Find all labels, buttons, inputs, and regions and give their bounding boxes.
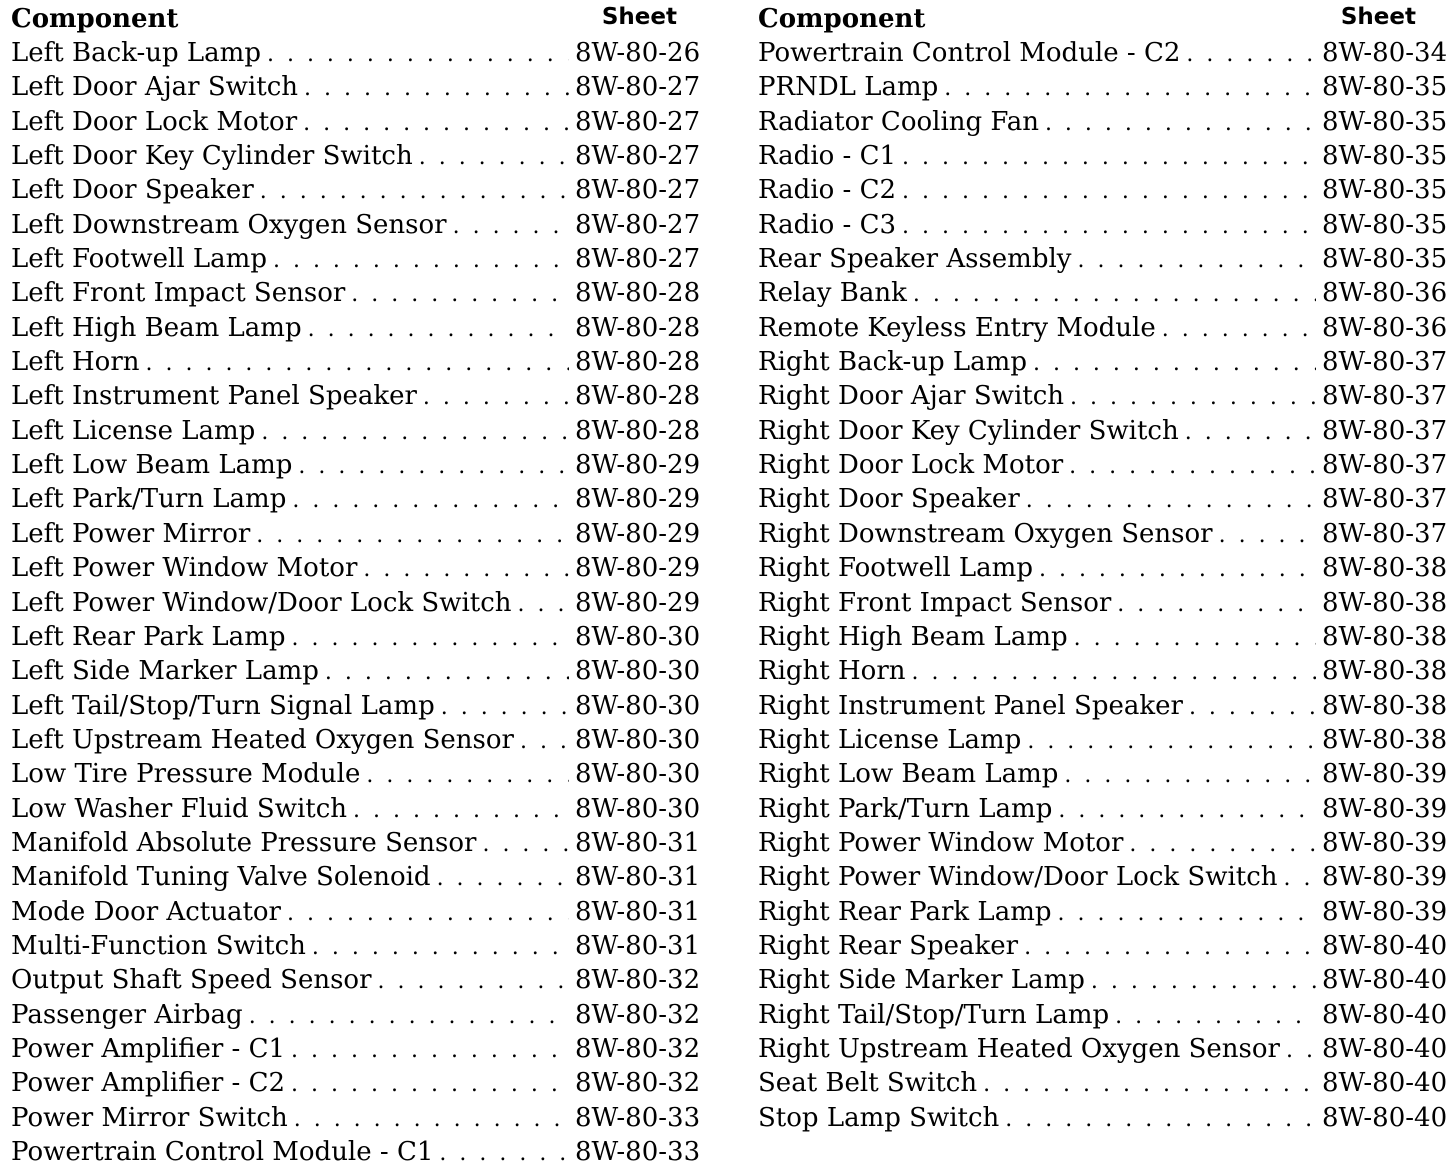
component-name: Low Tire Pressure Module — [11, 759, 361, 790]
component-name: Right Side Marker Lamp — [758, 965, 1085, 996]
dot-leader — [1005, 1103, 1316, 1137]
index-row — [758, 1066, 1448, 1100]
index-row — [11, 345, 701, 379]
index-entries — [758, 36, 1448, 1135]
sheet-number: 8W-80-35 — [1322, 175, 1448, 206]
index-row — [758, 482, 1448, 516]
sheet-number: 8W-80-37 — [1322, 518, 1448, 549]
sheet-number: 8W-80-36 — [1322, 278, 1448, 309]
component-name: Right Horn — [758, 656, 906, 687]
sheet-number: 8W-80-37 — [1322, 415, 1448, 446]
component-name: Left High Beam Lamp — [11, 312, 302, 343]
sheet-number: 8W-80-38 — [1322, 621, 1448, 652]
component-name: Right Power Window Motor — [758, 827, 1124, 858]
component-header: Component — [758, 4, 926, 34]
component-name: Left Side Marker Lamp — [11, 656, 319, 687]
dot-leader — [520, 725, 569, 759]
dot-leader — [1219, 519, 1316, 553]
sheet-number: 8W-80-32 — [575, 999, 701, 1030]
index-row — [758, 311, 1448, 345]
dot-leader — [437, 862, 569, 896]
component-name: Right Instrument Panel Speaker — [758, 690, 1183, 721]
dot-leader — [1045, 107, 1316, 141]
dot-leader — [1117, 588, 1316, 622]
component-name: Left Back-up Lamp — [11, 38, 261, 68]
sheet-number: 8W-80-28 — [575, 381, 701, 412]
component-name: Right Door Ajar Switch — [758, 381, 1065, 412]
column-header — [11, 0, 697, 36]
sheet-number: 8W-80-31 — [575, 862, 701, 893]
component-name: Right Rear Park Lamp — [758, 896, 1052, 927]
component-name: Left Park/Turn Lamp — [11, 484, 287, 515]
component-name: Right Door Lock Motor — [758, 450, 1064, 481]
index-row — [11, 276, 701, 310]
dot-leader — [1039, 553, 1316, 587]
component-name: Output Shaft Speed Sensor — [11, 965, 372, 996]
sheet-number: 8W-80-33 — [575, 1137, 701, 1167]
sheet-number: 8W-80-29 — [575, 450, 701, 481]
component-name: Manifold Absolute Pressure Sensor — [11, 827, 477, 858]
index-row — [758, 242, 1448, 276]
component-name: Low Washer Fluid Switch — [11, 793, 348, 824]
component-name: Left Tail/Stop/Turn Signal Lamp — [11, 690, 435, 721]
index-row — [758, 826, 1448, 860]
component-name: Remote Keyless Entry Module — [758, 312, 1156, 343]
index-row — [11, 242, 701, 276]
component-name: Left Front Impact Sensor — [11, 278, 346, 309]
index-row — [758, 792, 1448, 826]
component-name: Powertrain Control Module - C2 — [758, 38, 1181, 68]
component-name: Multi-Function Switch — [11, 930, 306, 961]
dot-leader — [419, 141, 569, 175]
index-row — [758, 208, 1448, 242]
component-name: Left Power Window Motor — [11, 553, 358, 584]
component-name: Powertrain Control Module - C1 — [11, 1137, 434, 1167]
index-row — [758, 1032, 1448, 1066]
index-row — [11, 689, 701, 723]
component-name: Relay Bank — [758, 278, 907, 309]
sheet-number: 8W-80-37 — [1322, 381, 1448, 412]
component-name: Power Amplifier - C1 — [11, 1033, 286, 1064]
component-name: Power Amplifier - C2 — [11, 1068, 286, 1099]
dot-leader — [325, 656, 569, 690]
sheet-number: 8W-80-39 — [1322, 759, 1448, 790]
dot-leader — [912, 656, 1317, 690]
dot-leader — [1185, 416, 1316, 450]
sheet-number: 8W-80-34 — [1322, 38, 1448, 68]
index-row — [11, 551, 701, 585]
index-row — [758, 1101, 1448, 1135]
sheet-number: 8W-80-27 — [575, 209, 701, 240]
component-name: Left Instrument Panel Speaker — [11, 381, 417, 412]
sheet-number: 8W-80-35 — [1322, 72, 1448, 103]
index-row — [758, 586, 1448, 620]
component-name: Radio - C1 — [758, 141, 897, 172]
sheet-number: 8W-80-30 — [575, 621, 701, 652]
component-name: Radio - C3 — [758, 209, 897, 240]
index-row — [11, 826, 701, 860]
sheet-number: 8W-80-40 — [1322, 1033, 1448, 1064]
sheet-header: Sheet — [601, 4, 677, 30]
sheet-number: 8W-80-35 — [1322, 209, 1448, 240]
sheet-number: 8W-80-31 — [575, 827, 701, 858]
index-row — [758, 998, 1448, 1032]
index-row — [758, 36, 1448, 70]
dot-leader — [1284, 862, 1316, 896]
index-row — [758, 963, 1448, 997]
sheet-number: 8W-80-40 — [1322, 1068, 1448, 1099]
dot-leader — [363, 553, 569, 587]
index-row — [11, 792, 701, 826]
dot-leader — [298, 450, 569, 484]
index-row — [11, 414, 701, 448]
index-row — [758, 276, 1448, 310]
index-row — [11, 517, 701, 551]
sheet-number: 8W-80-30 — [575, 656, 701, 687]
index-row — [11, 860, 701, 894]
sheet-number: 8W-80-35 — [1322, 244, 1448, 275]
index-row — [758, 689, 1448, 723]
index-row — [758, 70, 1448, 104]
sheet-number: 8W-80-32 — [575, 965, 701, 996]
sheet-number: 8W-80-29 — [575, 553, 701, 584]
index-row — [11, 895, 701, 929]
component-name: Power Mirror Switch — [11, 1102, 288, 1133]
component-name: Left Door Ajar Switch — [11, 72, 299, 103]
dot-leader — [1286, 1034, 1316, 1068]
sheet-number: 8W-80-38 — [1322, 587, 1448, 618]
sheet-number: 8W-80-40 — [1322, 999, 1448, 1030]
sheet-number: 8W-80-30 — [575, 793, 701, 824]
component-name: Rear Speaker Assembly — [758, 244, 1072, 275]
component-name: Right Downstream Oxygen Sensor — [758, 518, 1213, 549]
sheet-header: Sheet — [1340, 4, 1416, 30]
dot-leader — [1078, 244, 1317, 278]
dot-leader — [902, 175, 1316, 209]
sheet-number: 8W-80-35 — [1322, 106, 1448, 137]
sheet-number: 8W-80-29 — [575, 484, 701, 515]
component-name: Right Door Key Cylinder Switch — [758, 415, 1179, 446]
index-row — [758, 517, 1448, 551]
component-name: Stop Lamp Switch — [758, 1102, 1000, 1133]
dot-leader — [351, 278, 569, 312]
component-name: Left Downstream Oxygen Sensor — [11, 209, 447, 240]
dot-leader — [304, 72, 569, 106]
sheet-number: 8W-80-31 — [575, 896, 701, 927]
sheet-number: 8W-80-29 — [575, 518, 701, 549]
dot-leader — [260, 175, 569, 209]
sheet-number: 8W-80-38 — [1322, 553, 1448, 584]
component-name: Right Front Impact Sensor — [758, 587, 1112, 618]
component-name: Mode Door Actuator — [11, 896, 281, 927]
sheet-number: 8W-80-30 — [575, 690, 701, 721]
index-row — [758, 105, 1448, 139]
sheet-number: 8W-80-38 — [1322, 690, 1448, 721]
dot-leader — [518, 588, 569, 622]
sheet-number: 8W-80-39 — [1322, 896, 1448, 927]
sheet-number: 8W-80-40 — [1322, 965, 1448, 996]
component-name: PRNDL Lamp — [758, 72, 939, 103]
component-name: Right High Beam Lamp — [758, 621, 1068, 652]
dot-leader — [1064, 759, 1316, 793]
component-name: Seat Belt Switch — [758, 1068, 978, 1099]
sheet-number: 8W-80-40 — [1322, 1102, 1448, 1133]
component-name: Left Door Key Cylinder Switch — [11, 141, 413, 172]
dot-leader — [902, 141, 1316, 175]
dot-leader — [267, 38, 569, 72]
component-name: Left Footwell Lamp — [11, 244, 267, 275]
component-name: Right Rear Speaker — [758, 930, 1019, 961]
dot-leader — [1091, 965, 1316, 999]
sheet-number: 8W-80-32 — [575, 1033, 701, 1064]
dot-leader — [1069, 450, 1316, 484]
dot-leader — [1026, 484, 1316, 518]
index-row — [11, 1135, 701, 1169]
index-row — [758, 860, 1448, 894]
index-row — [758, 723, 1448, 757]
component-name: Left Power Window/Door Lock Switch — [11, 587, 512, 618]
sheet-number: 8W-80-28 — [575, 347, 701, 378]
index-row — [11, 929, 701, 963]
sheet-number: 8W-80-38 — [1322, 656, 1448, 687]
component-name: Right Low Beam Lamp — [758, 759, 1059, 790]
index-row — [758, 139, 1448, 173]
sheet-number: 8W-80-28 — [575, 312, 701, 343]
component-header: Component — [11, 4, 179, 34]
component-name: Right Park/Turn Lamp — [758, 793, 1053, 824]
dot-leader — [1058, 794, 1316, 828]
sheet-number: 8W-80-33 — [575, 1102, 701, 1133]
index-row — [758, 379, 1448, 413]
sheet-number: 8W-80-27 — [575, 72, 701, 103]
sheet-number: 8W-80-37 — [1322, 484, 1448, 515]
component-name: Right Door Speaker — [758, 484, 1020, 515]
dot-leader — [261, 416, 569, 450]
dot-leader — [1074, 622, 1316, 656]
sheet-number: 8W-80-27 — [575, 141, 701, 172]
dot-leader — [913, 278, 1316, 312]
component-name: Left Horn — [11, 347, 140, 378]
sheet-number: 8W-80-38 — [1322, 724, 1448, 755]
sheet-number: 8W-80-27 — [575, 175, 701, 206]
index-row — [758, 654, 1448, 688]
component-name: Radio - C2 — [758, 175, 897, 206]
dot-leader — [1186, 38, 1316, 72]
dot-leader — [291, 1068, 569, 1102]
sheet-number: 8W-80-39 — [1322, 793, 1448, 824]
index-row — [758, 345, 1448, 379]
dot-leader — [292, 622, 570, 656]
sheet-number: 8W-80-31 — [575, 930, 701, 961]
dot-leader — [1058, 897, 1317, 931]
sheet-number: 8W-80-27 — [575, 106, 701, 137]
index-row — [758, 414, 1448, 448]
dot-leader — [353, 794, 569, 828]
sheet-number: 8W-80-29 — [575, 587, 701, 618]
component-name: Right Footwell Lamp — [758, 553, 1033, 584]
component-name: Right Tail/Stop/Turn Lamp — [758, 999, 1110, 1030]
index-row — [11, 998, 701, 1032]
dot-leader — [1024, 931, 1316, 965]
dot-leader — [249, 1000, 569, 1034]
dot-leader — [441, 691, 569, 725]
dot-leader — [983, 1068, 1316, 1102]
dot-leader — [1027, 725, 1316, 759]
component-name: Left License Lamp — [11, 415, 256, 446]
index-row — [11, 105, 701, 139]
sheet-number: 8W-80-40 — [1322, 930, 1448, 961]
index-row — [11, 654, 701, 688]
dot-leader — [287, 897, 569, 931]
sheet-number: 8W-80-37 — [1322, 347, 1448, 378]
dot-leader — [1115, 1000, 1316, 1034]
index-row — [11, 70, 701, 104]
component-name: Left Door Speaker — [11, 175, 254, 206]
index-row — [11, 208, 701, 242]
index-row — [11, 379, 701, 413]
index-row — [758, 757, 1448, 791]
dot-leader — [453, 210, 569, 244]
index-row — [11, 1101, 701, 1135]
sheet-number: 8W-80-27 — [575, 244, 701, 275]
sheet-number: 8W-80-32 — [575, 1068, 701, 1099]
dot-leader — [1189, 691, 1316, 725]
index-row — [758, 448, 1448, 482]
sheet-number: 8W-80-30 — [575, 724, 701, 755]
index-row — [11, 482, 701, 516]
index-entries — [11, 36, 701, 1169]
dot-leader — [312, 931, 569, 965]
dot-leader — [1070, 381, 1316, 415]
dot-leader — [439, 1137, 569, 1171]
dot-leader — [146, 347, 570, 381]
index-row — [11, 311, 701, 345]
dot-leader — [308, 313, 569, 347]
dot-leader — [303, 107, 569, 141]
component-name: Right Power Window/Door Lock Switch — [758, 862, 1278, 893]
component-name: Left Door Lock Motor — [11, 106, 298, 137]
index-row — [11, 1066, 701, 1100]
column-header — [758, 0, 1444, 36]
index-row — [11, 1032, 701, 1066]
dot-leader — [273, 244, 569, 278]
component-name: Radiator Cooling Fan — [758, 106, 1039, 137]
dot-leader — [902, 210, 1316, 244]
dot-leader — [378, 965, 569, 999]
index-row — [11, 586, 701, 620]
component-name: Left Upstream Heated Oxygen Sensor — [11, 724, 514, 755]
dot-leader — [256, 519, 569, 553]
sheet-number: 8W-80-28 — [575, 278, 701, 309]
left-index-column — [11, 0, 701, 1169]
sheet-number: 8W-80-35 — [1322, 141, 1448, 172]
sheet-number: 8W-80-39 — [1322, 862, 1448, 893]
dot-leader — [1033, 347, 1316, 381]
index-row — [758, 895, 1448, 929]
dot-leader — [1129, 828, 1316, 862]
sheet-number: 8W-80-28 — [575, 415, 701, 446]
index-row — [11, 139, 701, 173]
index-row — [11, 448, 701, 482]
index-row — [758, 551, 1448, 585]
component-name: Right Back-up Lamp — [758, 347, 1027, 378]
sheet-number: 8W-80-39 — [1322, 827, 1448, 858]
index-row — [758, 929, 1448, 963]
dot-leader — [291, 1034, 569, 1068]
index-row — [758, 620, 1448, 654]
sheet-number: 8W-80-36 — [1322, 312, 1448, 343]
dot-leader — [366, 759, 569, 793]
dot-leader — [944, 72, 1316, 106]
sheet-number: 8W-80-30 — [575, 759, 701, 790]
component-name: Right Upstream Heated Oxygen Sensor — [758, 1033, 1280, 1064]
component-name: Manifold Tuning Valve Solenoid — [11, 862, 431, 893]
component-name: Left Power Mirror — [11, 518, 251, 549]
dot-leader — [423, 381, 569, 415]
component-name: Right License Lamp — [758, 724, 1022, 755]
dot-leader — [482, 828, 569, 862]
component-name: Left Low Beam Lamp — [11, 450, 293, 481]
index-row — [11, 723, 701, 757]
dot-leader — [294, 1103, 569, 1137]
index-row — [11, 963, 701, 997]
sheet-number: 8W-80-37 — [1322, 450, 1448, 481]
index-row — [11, 620, 701, 654]
right-index-column — [758, 0, 1448, 1135]
index-row — [11, 757, 701, 791]
component-name: Left Rear Park Lamp — [11, 621, 286, 652]
sheet-number: 8W-80-26 — [575, 38, 701, 68]
index-row — [11, 173, 701, 207]
dot-leader — [292, 484, 569, 518]
index-row — [11, 36, 701, 70]
component-name: Passenger Airbag — [11, 999, 243, 1030]
index-row — [758, 173, 1448, 207]
dot-leader — [1162, 313, 1316, 347]
